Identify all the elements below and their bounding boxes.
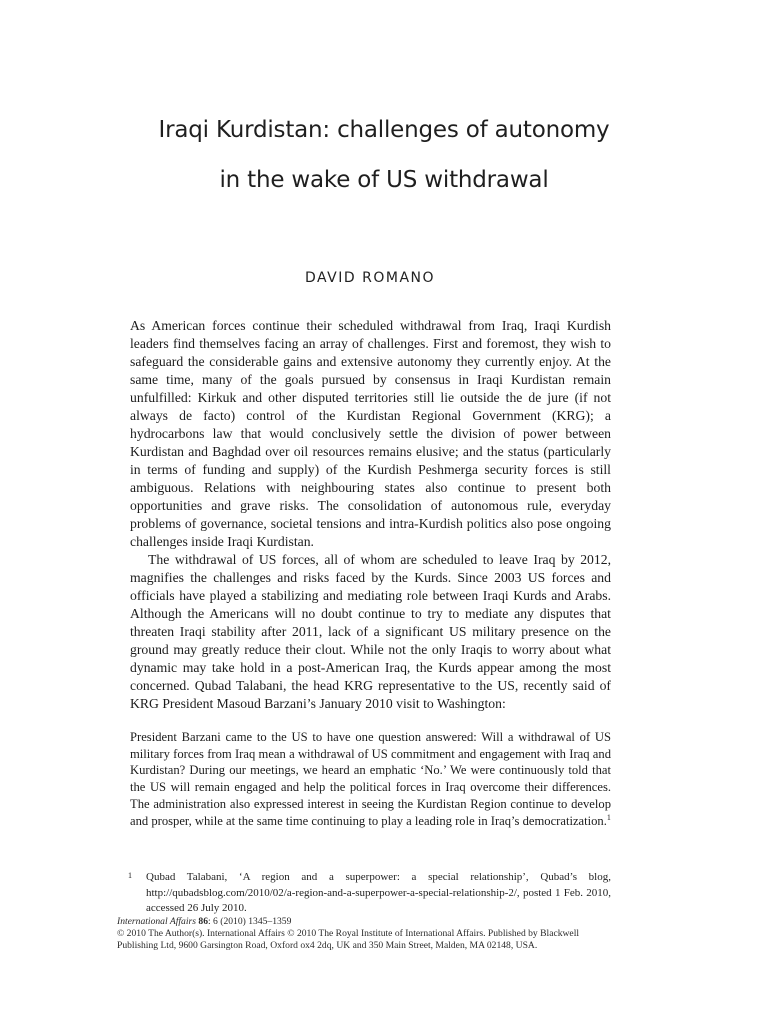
footnote-number: 1: [128, 871, 132, 880]
body-paragraph-1: As American forces continue their scheduled withdrawal from Iraq, Iraqi Kurdish leaders find themselves facing an array of challenges. First and foremost, they wish to safeguard the considerable gains and extensive autonomy they currently enjoy. At the same time, many of the goals pursued by consensus in Iraqi Kurdistan remain unfulfilled: Kirkuk and other disputed territories still lie outside the de jure (if not always de facto) control of the Kurdistan Regional Government (KRG); a hydrocarbons law that would conclusively settle the division of power between Kurdistan and Baghdad over oil resources remains elusive; and the status (particularly in terms of funding and supply) of the Kurdish Peshmerga security forces is still ambiguous. Relations with neighbouring states also continue to present both opportunities and grave risks. The consolidation of autonomous rule, everyday problems of governance, societal tensions and intra-Kurdish politics also pose ongoing challenges inside Iraqi Kurdistan.: [130, 318, 611, 549]
footnote-text: Qubad Talabani, ‘A region and a superpower: a special relationship’, Qubad’s blog, http://qubadsblog.com/2010/02/a-region-and-a-superpower-a-special-relationship-2/, posted 1 Feb. 2010, accessed 26 July 2010.: [146, 871, 611, 914]
block-quote: [130, 729, 611, 829]
block-quote-text: President Barzani came to the US to have one question answered: Will a withdrawal of US military forces from Iraq mean a withdrawal of US commitment and engagement with Iraq and Kurdistan? During our meetings, we heard an emphatic ‘No.’ We were continuously told that the US will remain engaged and help the political forces in Iraq overcome their differences. The administration also expressed interest in seeing the Kurdistan Region continue to develop and prosper, while at the same time continuing to play a leading role in Iraq’s democratization.: [130, 730, 611, 828]
journal-volume: 86: [198, 916, 208, 927]
body-paragraph-2: The withdrawal of US forces, all of whom are scheduled to leave Iraq by 2012, magnifies the challenges and risks faced by the Kurds. Since 2003 US forces and officials have played a stabilizing and mediating role between Iraqi Kurds and Arabs. Although the Americans will no doubt continue to try to mediate any disputes that threaten Iraqi stability after 2011, lack of a significant US military presence on the ground may greatly reduce their clout. While not the only Iraqis to worry about what dynamic may take hold in a post-American Iraq, the Kurds appear among the most concerned. Qubad Talabani, the head KRG representative to the US, recently said of KRG President Masoud Barzani’s January 2010 visit to Washington:: [130, 552, 611, 711]
copyright-notice: © 2010 The Author(s). International Affairs © 2010 The Royal Institute of International Affairs. Published by Blackwell Publishing Ltd, 9600 Garsington Road, Oxford ox4 2dq, UK and 350 Main Street, Malden, MA 02148, USA.: [117, 928, 580, 952]
journal-citation: [117, 916, 612, 928]
journal-imprint: [117, 916, 612, 953]
journal-issue-pages: : 6 (2010) 1345–1359: [207, 916, 292, 927]
footnote: [130, 870, 611, 917]
article-body: [130, 317, 611, 713]
author-name: DAVID ROMANO: [304, 270, 436, 286]
article-title-line-2: in the wake of US withdrawal: [219, 167, 549, 193]
footnote-reference[interactable]: 1: [606, 812, 611, 822]
journal-name: International Affairs: [117, 916, 196, 927]
article-title-line-1: Iraqi Kurdistan: challenges of autonomy: [158, 117, 610, 143]
